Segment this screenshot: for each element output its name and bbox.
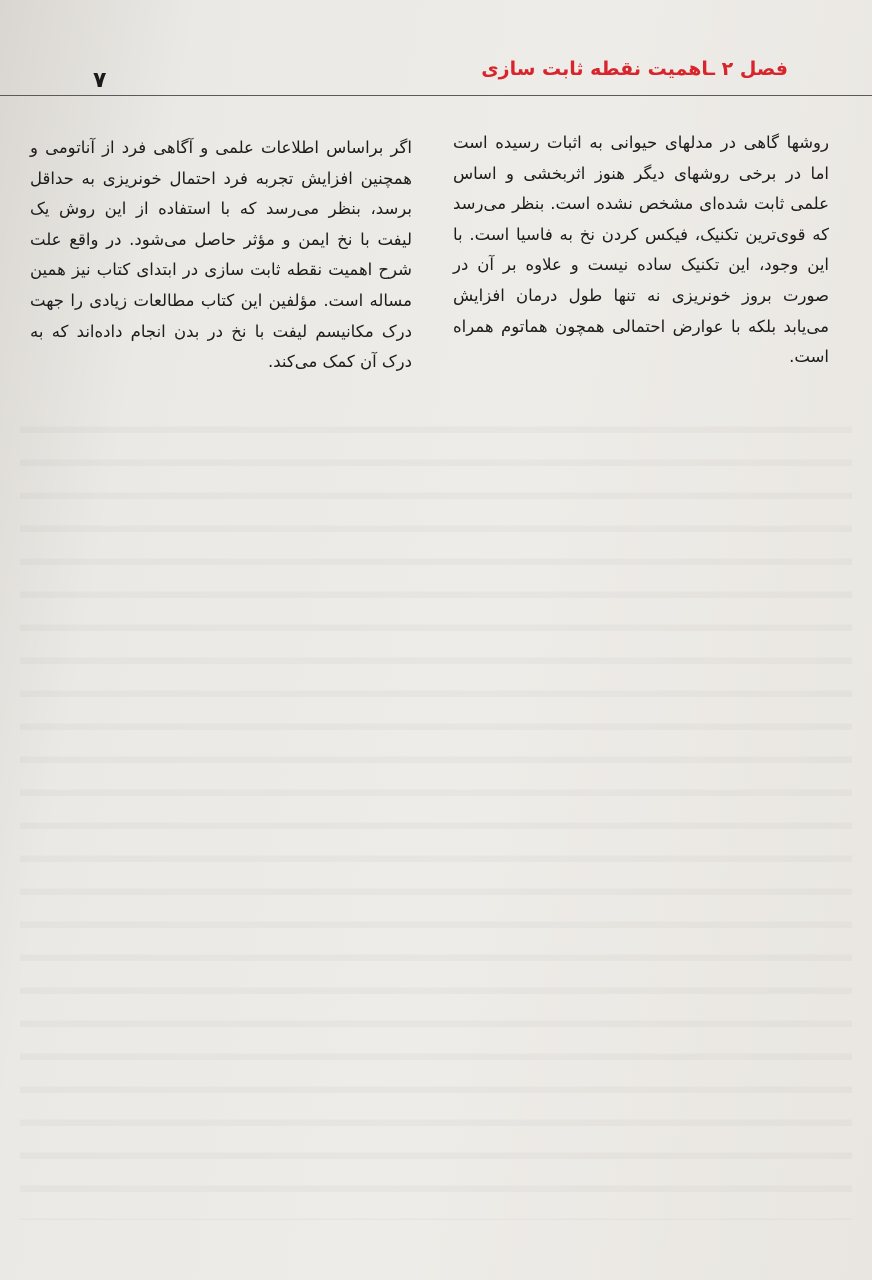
header-divider xyxy=(0,95,872,96)
text-column-right: روشها گاهی در مدلهای حیوانی به اثبات رسیده است اما در برخی روشهای دیگر هنوز اثربخشی و اساس علمی ثابت شده‌ای مشخص نشده است. بنظر می‌رسد که قوی‌ترین تکنیک، فیکس کردن نخ به فاسیا است. با این وجود، این تکنیک ساده نیست و علاوه بر آن در صورت بروز خونریزی نه تنها طول درمان افزایش می‌یابد بلکه با عوارض احتمالی همچون هماتوم همراه است. xyxy=(453,133,829,367)
page-number: ۷ xyxy=(93,68,107,93)
show-through-text xyxy=(20,400,852,1220)
chapter-title: فصل ۲ ـاهمیت نقطه ثابت سازی xyxy=(481,58,788,80)
text-column-left: اگر براساس اطلاعات علمی و آگاهی فرد از آناتومی و همچنین افزایش تجربه فرد احتمال خونریزی به حداقل برسد، بنظر می‌رسد که با استفاده از این روش یک لیفت با نخ ایمن و مؤثر حاصل می‌شود. در واقع علت شرح اهمیت نقطه ثابت سازی در ابتدای کتاب نیز همین مساله است. مؤلفین این کتاب مطالعات زیادی را جهت درک مکانیسم لیفت با نخ در بدن انجام داده‌اند که به درک آن کمک می‌کند. xyxy=(30,138,412,372)
